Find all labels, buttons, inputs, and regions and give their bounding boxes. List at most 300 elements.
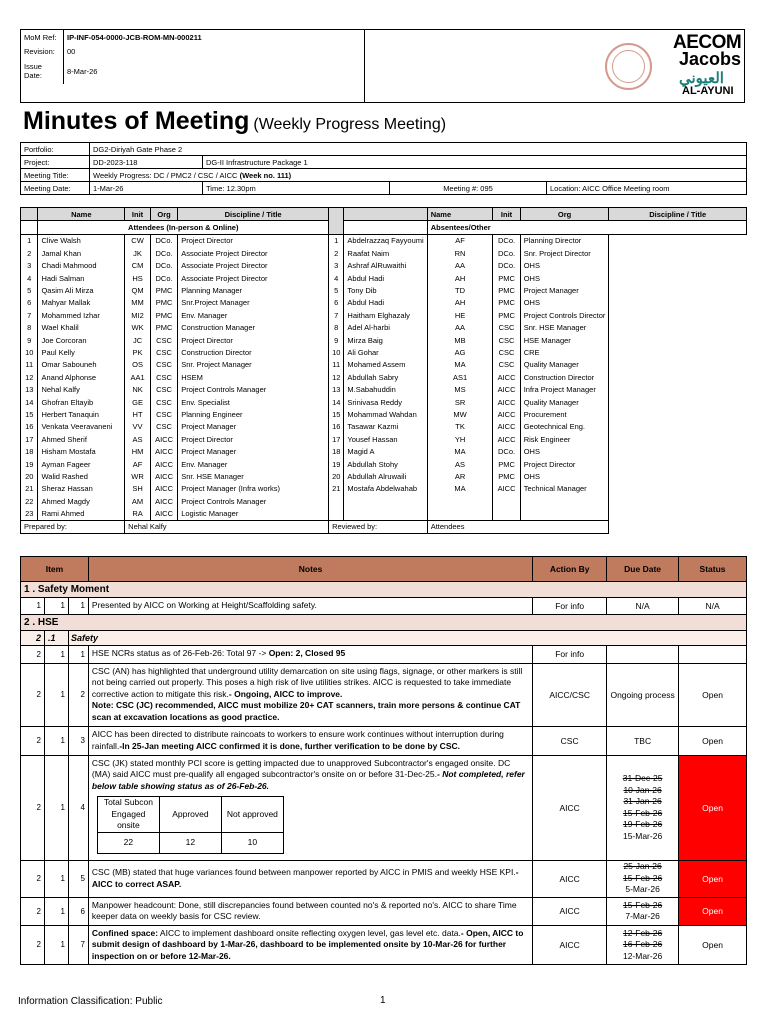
absentee-name: Srinivasa Reddy [344,396,427,408]
absentee-name: Mostafa Abdelwahab [344,483,427,495]
superseded-due-date: 12-Feb-26 [622,927,663,938]
absentee-name [344,495,427,507]
attendee-no: 7 [21,309,38,321]
attendee-org: AICC [150,433,177,445]
absentee-name: Abdelrazzaq Fayyoumi [344,234,427,247]
absentee-no: 5 [329,284,344,296]
absentee-title: Risk Engineer [520,433,609,445]
attendee-title: Project Controls Manager [178,383,329,395]
attendance-row [21,297,747,309]
absentee-init: TK [427,421,493,433]
attendee-init: CW [125,234,151,247]
attendee-no: 21 [21,483,38,495]
attendee-name: Anand Alphonse [38,371,125,383]
attendance-row [21,371,747,383]
attendee-title: Env. Manager [178,309,329,321]
absentee-org: AICC [493,396,520,408]
absentee-title: Planning Director [520,234,609,247]
superseded-due-date: 10-Jan-26 [623,784,662,795]
attendee-no: 8 [21,322,38,334]
attendee-title: Env. Specialist [178,396,329,408]
attendee-org: DCo. [150,272,177,284]
absentee-init [427,507,493,520]
absentee-name: Adel Al-harbi [344,322,427,334]
absentee-init: MA [427,359,493,371]
absentee-name: Tony Dib [344,284,427,296]
attendee-name: Paul Kelly [38,346,125,358]
attendee-no: 6 [21,297,38,309]
absentee-org: PMC [493,458,520,470]
attendance-row [21,507,747,520]
attendee-no: 15 [21,408,38,420]
absentee-init [427,495,493,507]
current-due-date: 5-Mar-26 [625,884,660,895]
absentee-no: 14 [329,396,344,408]
attendee-name: Sheraz Hassan [38,483,125,495]
attendee-org: AICC [150,470,177,482]
attendee-init: JK [125,247,151,259]
absentee-no: 11 [329,359,344,371]
attendance-row [21,234,747,247]
absentee-title: OHS [520,445,609,457]
attendee-no: 17 [21,433,38,445]
absentee-title: Project Director [520,458,609,470]
absentee-init: AS [427,458,493,470]
attendee-no: 1 [21,234,38,247]
absentee-no [329,495,344,507]
absentee-org: DCo. [493,247,520,259]
attendance-table: Name Init Org Discipline / Title Name Init Org Discipline / Title Attendees (In-person & Online) Absentees/Other 1 Clive Walsh CW DCo. Project Director 1 Abdelrazzaq Fayyoumi AF DCo. Planning Director 2 Jamal Khan JK DCo. Associate Project Director 2 Raafat Naim RN DCo. Snr. Project Director 3 Chadi Mahmood CM DCo. Associate Project Director 3 Ashraf AlRuwaithi AA DCo. OHS 4 Hadi Salman HS DCo. Associate Project Director 4 Abdul Hadi AH PMC OHS 5 Qasim Ali Mirza QM PMC Planning Manager 5 Tony Dib TD PMC Project Manager 6 Mahyar Mallak MM PMC Snr.Project Manager 6 Abdul Hadi AH PMC OHS 7 Mohammed Izhar MI2 PMC Env. Manager 7 Haitham Elghazaly HE PMC Project Controls Director 8 Wael Khalil WK PMC Construction Manager 8 Adel Al-harbi AA CSC Snr. HSE Manager 9 Joe Corcoran JC CSC Project Director 9 Mirza Baig MB CSC HSE Manager 10 Paul Kelly PK CSC Construction Director 10 Ali Gohar AG CSC CRE 11 Omar Sabouneh OS CSC Snr. Project Manager 11 Mohamed Assem MA CSC Quality Manager 12 Anand Alphonse AA1 CSC HSEM 12 Abdullah Sabry AS1 AICC Construction Director 13 Nehal Kalfy NK CSC Project Controls Manager 13 M.Sabahuddin MS AICC Infra Project Manager 14 Ghofran Eltayib GE CSC Env. Specialist 14 Srinivasa Reddy SR AICC Quality Manager 15 Herbert Tanaquin HT CSC Planning Engineer 15 Mohammad Wahdan MW AICC Procurement 16 Venkata Veeravaneni VV CSC Project Manager 16 Tasawar Kazmi TK AICC Geotechnical Eng. 17 Ahmed Sherif AS AICC Project Director 17 Yousef Hassan YH AICC Risk Engineer 18 Hisham Mostafa HM AICC Project Manager 18 Magid A MA DCo. OHS 19 Ayman Fageer AF AICC Env. Manager 19 Abdullah Stohy AS PMC Project Director 20 Walid Rashed WR AICC Snr. HSE Manager 20 Abdullah Alruwaili AR PMC OHS 21 Sheraz Hassan SH AICC Project Manager (Infra works) 21 Mostafa Abdelwahab MA AICC Technical Manager 22 Ahmed Magdy AM AICC Project Controls Manager 23 Rami Ahmed RA AICC Logistic Manager Prepared by: Nehal Kalfy Reviewed by: Attendees [20,207,747,534]
absentee-title: Project Manager [520,284,609,296]
absentee-no: 17 [329,433,344,445]
attendance-row [21,260,747,272]
current-due-date: 12-Mar-26 [622,950,663,961]
absentee-title: Project Controls Director [520,309,609,321]
mom-ref-label: MoM Ref: [21,30,64,44]
superseded-due-date: 15-Feb-26 [622,872,663,883]
project-code: DD-2023-118 [90,156,203,169]
meeting-info-table: Portfolio: DG2-Diriyah Gate Phase 2 Project: DD-2023-118 DG-II Infrastructure Package 1 Meeting Title: Weekly Progress: DC / PMC2 / CSC / AICC (Week no. 111) Meeting Date: 1-Mar-26 Time: 12.30pm Meeting #: 095 Location: AICC Office Meeting room [20,142,747,195]
absentee-no: 12 [329,371,344,383]
absentee-init: AA [427,322,493,334]
project-name: DG-II Infrastructure Package 1 [203,156,747,169]
attendee-init: PK [125,346,151,358]
information-classification: Information Classification: Public [18,996,163,1007]
absentee-init: YH [427,433,493,445]
attendee-no: 3 [21,260,38,272]
attendee-no: 13 [21,383,38,395]
attendee-name: Mahyar Mallak [38,297,125,309]
attendee-no: 19 [21,458,38,470]
attendee-title: HSEM [178,371,329,383]
absentees-heading: Absentees/Other [427,221,746,234]
attendee-org: PMC [150,309,177,321]
attendee-init: AA1 [125,371,151,383]
absentee-init: TD [427,284,493,296]
absentee-no: 13 [329,383,344,395]
absentee-org: CSC [493,346,520,358]
attendee-init: AF [125,458,151,470]
attendance-row [21,346,747,358]
attendee-org: AICC [150,507,177,520]
absentee-init: AR [427,470,493,482]
attendance-row [21,433,747,445]
attendance-row [21,334,747,346]
superseded-due-date: 25-Jan-26 [623,861,662,872]
attendee-init: RA [125,507,151,520]
attendee-title: Planning Manager [178,284,329,296]
absentee-init: MA [427,445,493,457]
absentee-name: Magid A [344,445,427,457]
absentee-title: Technical Manager [520,483,609,495]
absentee-no: 10 [329,346,344,358]
absentee-name: Raafat Naim [344,247,427,259]
attendance-row [21,483,747,495]
attendance-row [21,247,747,259]
attendee-init: NK [125,383,151,395]
attendance-row [21,495,747,507]
table-row: 1 1 1 Presented by AICC on Working at Height/Scaffolding safety. For info N/A N/A [21,598,747,615]
absentee-name: Mohammad Wahdan [344,408,427,420]
absentee-org [493,507,520,520]
absentee-org: DCo. [493,260,520,272]
attendance-row [21,309,747,321]
revision-label: Revision: [21,44,64,58]
attendee-org: DCo. [150,234,177,247]
current-due-date: 7-Mar-26 [625,911,660,921]
attendee-title: Construction Manager [178,322,329,334]
absentee-init: HE [427,309,493,321]
absentee-no: 8 [329,322,344,334]
attendee-no: 23 [21,507,38,520]
document-header [20,29,745,103]
absentee-title: CRE [520,346,609,358]
absentee-init: AA [427,260,493,272]
attendee-title: Associate Project Director [178,260,329,272]
absentee-no: 1 [329,234,344,247]
issue-date-label: Issue Date: [21,58,64,84]
absentee-init: MA [427,483,493,495]
attendance-row [21,383,747,395]
absentee-name: Mirza Baig [344,334,427,346]
superseded-due-date: 16-Feb-26 [622,939,663,949]
attendee-name: Mohammed Izhar [38,309,125,321]
absentee-no: 16 [329,421,344,433]
attendee-title: Snr.Project Manager [178,297,329,309]
attendee-init: AM [125,495,151,507]
absentee-init: AS1 [427,371,493,383]
absentee-org: CSC [493,359,520,371]
absentee-org: AICC [493,383,520,395]
attendance-row [21,322,747,334]
absentee-org: AICC [493,483,520,495]
absentee-title: Construction Director [520,371,609,383]
attendee-org: AICC [150,495,177,507]
absentee-no: 7 [329,309,344,321]
current-due-date: 15-Mar-26 [622,830,663,841]
absentee-name [344,507,427,520]
subcontractor-status-table: Total Subcon Engaged onsite Approved Not approved 22 12 10 [97,796,284,854]
attendee-name: Joe Corcoran [38,334,125,346]
absentee-title: Quality Manager [520,359,609,371]
meeting-time: Time: 12.30pm [203,182,390,195]
attendee-name: Wael Khalil [38,322,125,334]
absentee-title [520,495,609,507]
absentee-init: AH [427,272,493,284]
absentee-init: MS [427,383,493,395]
attendee-init: SH [125,483,151,495]
attendee-org: PMC [150,322,177,334]
absentee-title: Infra Project Manager [520,383,609,395]
attendance-row [21,396,747,408]
absentee-title: OHS [520,297,609,309]
absentee-org: CSC [493,322,520,334]
attendee-name: Hadi Salman [38,272,125,284]
table-row: 2 1 2 CSC (AN) has highlighted that underground utility demarcation on site using flags, signage, or other markers is still not being carried out properly. This poses a high risk of live utilities strikes. AICC is requested to take immediate corrective action to mitigate this risk.- Ongoing, AICC to improve. Note: CSC (JC) recommended, AICC must mobilize 20+ CAT scanners, train more persons & continue CAT scan at excavation locations as good practice. AICC/CSC Ongoing process Open [21,663,747,726]
attendee-name: Qasim Ali Mirza [38,284,125,296]
absentee-title: Procurement [520,408,609,420]
absentee-name: Haitham Elghazaly [344,309,427,321]
attendees-heading: Attendees (In-person & Online) [38,221,329,234]
absentee-init: MW [427,408,493,420]
table-row: 2 1 1 HSE NCRs status as of 26-Feb-26: Total 97 -> Open: 2, Closed 95 For info [21,645,747,663]
attendee-init: WK [125,322,151,334]
attendee-title: Construction Director [178,346,329,358]
table-row: 2 1 7 Confined space: AICC to implement dashboard onsite reflecting oxygen level, gas level etc. data.- Open, AICC to submit design of dashboard by 1-Mar-26, dashboard to be implemented onsite by 10-Mar-26 for further inspection on or before 12-Mar-26. AICC 12-Feb-26 16-Feb-26 12-Mar-26 Open [21,925,747,965]
absentee-name: Abdul Hadi [344,272,427,284]
diriyah-seal-logo [605,43,652,90]
absentee-title: Geotechnical Eng. [520,421,609,433]
attendee-no: 11 [21,359,38,371]
attendee-org: DCo. [150,247,177,259]
meeting-number: Meeting #: 095 [390,182,547,195]
absentee-title: Snr. HSE Manager [520,322,609,334]
attendee-title: Associate Project Director [178,247,329,259]
attendee-title: Env. Manager [178,458,329,470]
issue-date: 8-Mar-26 [67,66,98,76]
absentee-no: 4 [329,272,344,284]
absentee-name: Tasawar Kazmi [344,421,427,433]
attendee-init: CM [125,260,151,272]
attendee-init: HM [125,445,151,457]
page-number: 1 [380,995,386,1006]
attendee-no: 16 [21,421,38,433]
absentee-org: PMC [493,297,520,309]
absentee-org: CSC [493,334,520,346]
reviewed-by: Attendees [427,520,609,533]
mom-ref: IP-INF-054-0000-JCB-ROM-MN-000211 [67,32,202,42]
attendee-no: 2 [21,247,38,259]
absentee-init: RN [427,247,493,259]
absentee-title: OHS [520,272,609,284]
absentee-init: MB [427,334,493,346]
attendee-no: 4 [21,272,38,284]
absentee-title: Snr. Project Director [520,247,609,259]
absentee-no: 21 [329,483,344,495]
absentee-name: Abdullah Alruwaili [344,470,427,482]
absentee-title: OHS [520,260,609,272]
absentee-name: Yousef Hassan [344,433,427,445]
absentee-org: DCo. [493,445,520,457]
attendee-org: CSC [150,421,177,433]
attendee-title: Snr. HSE Manager [178,470,329,482]
absentee-name: Ashraf AlRuwaithi [344,260,427,272]
absentee-org: PMC [493,272,520,284]
absentee-org [493,495,520,507]
absentee-org: AICC [493,371,520,383]
section-hse: 2 . HSE [21,614,747,630]
absentee-title: HSE Manager [520,334,609,346]
attendee-no: 5 [21,284,38,296]
attendee-name: Rami Ahmed [38,507,125,520]
absentee-no: 9 [329,334,344,346]
subsection-safety: 2 .1 Safety [21,630,747,645]
attendee-org: AICC [150,458,177,470]
attendee-name: Ghofran Eltayib [38,396,125,408]
attendee-org: CSC [150,359,177,371]
absentee-title: Quality Manager [520,396,609,408]
superseded-due-date: 31-Dec-25 [622,773,663,783]
attendee-no: 22 [21,495,38,507]
table-row: 2 1 6 Manpower headcount: Done, still discrepancies found between counted no's & reported no's. AICC to share Time keeper data on weekly basis for CSC review. AICC 15-Feb-26 7-Mar-26 Open [21,897,747,925]
revision: 00 [67,46,76,56]
attendee-init: MI2 [125,309,151,321]
absentee-no: 2 [329,247,344,259]
action-items-table: Item Notes Action By Due Date Status 1 . Safety Moment 1 1 1 Presented by AICC on Working at Height/Scaffolding safety. For info N/A N/A 2 . HSE 2 .1 Safety 2 1 1 HSE NCRs status as of 26-Feb-26: Total 97 -> Open: 2, Closed 95 For info 2 1 2 CSC (AN) has highlighted that underground utility demarcation on site using flags, signage, or other markers is still not being carried out properly. This poses a high risk of live utilities strikes. AICC is requested to take immediate corrective action to mitigate this risk.- Ongoing, AICC to improve. Note: CSC (JC) recommended, AICC must mobilize 20+ CAT scanners, train more persons & continue CAT scan at excavation locations as good practice. AICC/CSC Ongoing process Open 2 1 3 AICC has been directed to distribute raincoats to workers to ensure work continues without interruption during rainfall.-In 25-Jan meeting AICC confirmed it is done, further verification to be done by CSC. CSC TBC Open 2 1 4 CSC (JK) stated monthly PCI score is getting impacted due to unapproved Subcontractor's engaged onsite. DC (MA) said AICC must pre-qualify all engaged subcontractor's onsite on or before 31-Dec-25.- Not completed, refer below table showing status as of 26-Feb-26. Total Subcon Engaged onsite Approved Not approved 22 12 10 AICC 31-Dec-25 10-Jan-26 31-Jan-26 15-Feb-26 19-Feb-26 15-Mar-26 Open 2 1 5 CSC (MB) stated that huge variances found between manpower reported by AICC in PMIS and weekly HSE KPI.- AICC to correct ASAP. AICC 25-Jan-26 15-Feb-26 5-Mar-26 Open 2 1 6 Manpower headcount: Done, still discrepancies found between counted no's & reported no's. AICC to share Time keeper data on weekly basis for CSC review. AICC 15-Feb-26 7-Mar-26 Open 2 1 7 Confined space: AICC to implement dashboard onsite reflecting oxygen level, gas level etc. data.- Open, AICC to submit design of dashboard by 1-Mar-26, dashboard to be implemented onsite by 10-Mar-26 for further inspection on or before 12-Mar-26. AICC 12-Feb-26 16-Feb-26 12-Mar-26 Open [20,556,747,965]
absentee-org: AICC [493,433,520,445]
absentee-no: 20 [329,470,344,482]
absentee-org: PMC [493,470,520,482]
attendee-title: Logistic Manager [178,507,329,520]
absentee-org: PMC [493,284,520,296]
attendee-name: Ahmed Magdy [38,495,125,507]
absentee-no: 15 [329,408,344,420]
attendee-init: VV [125,421,151,433]
absentee-no: 6 [329,297,344,309]
attendance-row [21,458,747,470]
attendance-row [21,359,747,371]
meeting-date: 1-Mar-26 [90,182,203,195]
absentee-no: 19 [329,458,344,470]
absentee-name: Abdul Hadi [344,297,427,309]
attendee-init: MM [125,297,151,309]
attendee-init: QM [125,284,151,296]
attendee-org: CSC [150,396,177,408]
absentee-org: PMC [493,309,520,321]
table-row: 2 1 5 CSC (MB) stated that huge variances found between manpower reported by AICC in PMIS and weekly HSE KPI.- AICC to correct ASAP. AICC 25-Jan-26 15-Feb-26 5-Mar-26 Open [21,860,747,897]
table-row: 2 1 4 CSC (JK) stated monthly PCI score is getting impacted due to unapproved Subcontractor's engaged onsite. DC (MA) said AICC must pre-qualify all engaged subcontractor's onsite on or before 31-Dec-25.- Not completed, refer below table showing status as of 26-Feb-26. Total Subcon Engaged onsite Approved Not approved 22 12 10 AICC 31-Dec-25 10-Jan-26 31-Jan-26 15-Feb-26 19-Feb-26 15-Mar-26 Open [21,755,747,860]
attendee-init: HT [125,408,151,420]
attendance-row [21,284,747,296]
absentee-org: AICC [493,408,520,420]
attendee-name: Omar Sabouneh [38,359,125,371]
prepared-by: Nehal Kalfy [125,520,329,533]
attendee-init: OS [125,359,151,371]
absentee-no: 3 [329,260,344,272]
absentee-title [520,507,609,520]
absentee-org: AICC [493,421,520,433]
attendee-title: Project Director [178,234,329,247]
attendee-name: Herbert Tanaquin [38,408,125,420]
absentee-init: AF [427,234,493,247]
attendee-name: Venkata Veeravaneni [38,421,125,433]
attendee-org: CSC [150,334,177,346]
attendee-name: Chadi Mahmood [38,260,125,272]
table-row: 2 1 3 AICC has been directed to distribute raincoats to workers to ensure work continues without interruption during rainfall.-In 25-Jan meeting AICC confirmed it is done, further verification to be done by CSC. CSC TBC Open [21,726,747,755]
attendance-row [21,470,747,482]
absentee-title: OHS [520,470,609,482]
attendee-title: Project Manager [178,421,329,433]
portfolio: DG2-Diriyah Gate Phase 2 [90,143,747,156]
attendee-org: CSC [150,408,177,420]
attendee-init: GE [125,396,151,408]
absentee-name: Abdullah Stohy [344,458,427,470]
attendee-title: Project Manager (Infra works) [178,483,329,495]
attendee-init: JC [125,334,151,346]
section-safety-moment: 1 . Safety Moment [21,582,747,598]
attendee-title: Project Controls Manager [178,495,329,507]
attendee-org: PMC [150,297,177,309]
jacobs-logo: Jacobs [679,49,742,69]
attendee-name: Hisham Mostafa [38,445,125,457]
absentee-init: AH [427,297,493,309]
attendee-no: 9 [21,334,38,346]
attendee-org: PMC [150,284,177,296]
attendance-row [21,421,747,433]
absentee-name: Abdullah Sabry [344,371,427,383]
attendee-no: 20 [21,470,38,482]
attendee-org: CSC [150,371,177,383]
attendee-name: Jamal Khan [38,247,125,259]
absentee-init: AG [427,346,493,358]
attendee-org: CSC [150,383,177,395]
attendee-init: AS [125,433,151,445]
absentee-no [329,507,344,520]
superseded-due-date: 15-Feb-26 [622,807,663,818]
attendee-no: 10 [21,346,38,358]
absentee-init: SR [427,396,493,408]
meeting-location: Location: AICC Office Meeting room [547,182,747,195]
attendee-name: Ayman Fageer [38,458,125,470]
attendee-title: Snr. Project Manager [178,359,329,371]
absentee-name: Mohamed Assem [344,359,427,371]
absentee-no: 18 [329,445,344,457]
attendee-title: Planning Engineer [178,408,329,420]
aecom-logo: AECOM [673,32,742,53]
attendee-no: 14 [21,396,38,408]
attendance-row [21,408,747,420]
superseded-due-date: 31-Jan-26 [623,796,662,806]
attendance-row [21,445,747,457]
attendance-row [21,272,747,284]
attendee-title: Project Director [178,334,329,346]
absentee-org: DCo. [493,234,520,247]
alayuni-arabic-logo: العيوني [679,70,724,87]
attendee-name: Walid Rashed [38,470,125,482]
document-meta [21,30,365,102]
attendee-title: Project Manager [178,445,329,457]
attendee-no: 12 [21,371,38,383]
attendee-init: WR [125,470,151,482]
attendee-name: Clive Walsh [38,234,125,247]
superseded-due-date: 19-Feb-26 [622,819,663,829]
attendee-name: Nehal Kalfy [38,383,125,395]
attendee-org: AICC [150,445,177,457]
superseded-due-date: 15-Feb-26 [622,899,663,910]
alayuni-logo: AL-AYUNI [682,85,734,97]
attendee-no: 18 [21,445,38,457]
attendee-init: HS [125,272,151,284]
